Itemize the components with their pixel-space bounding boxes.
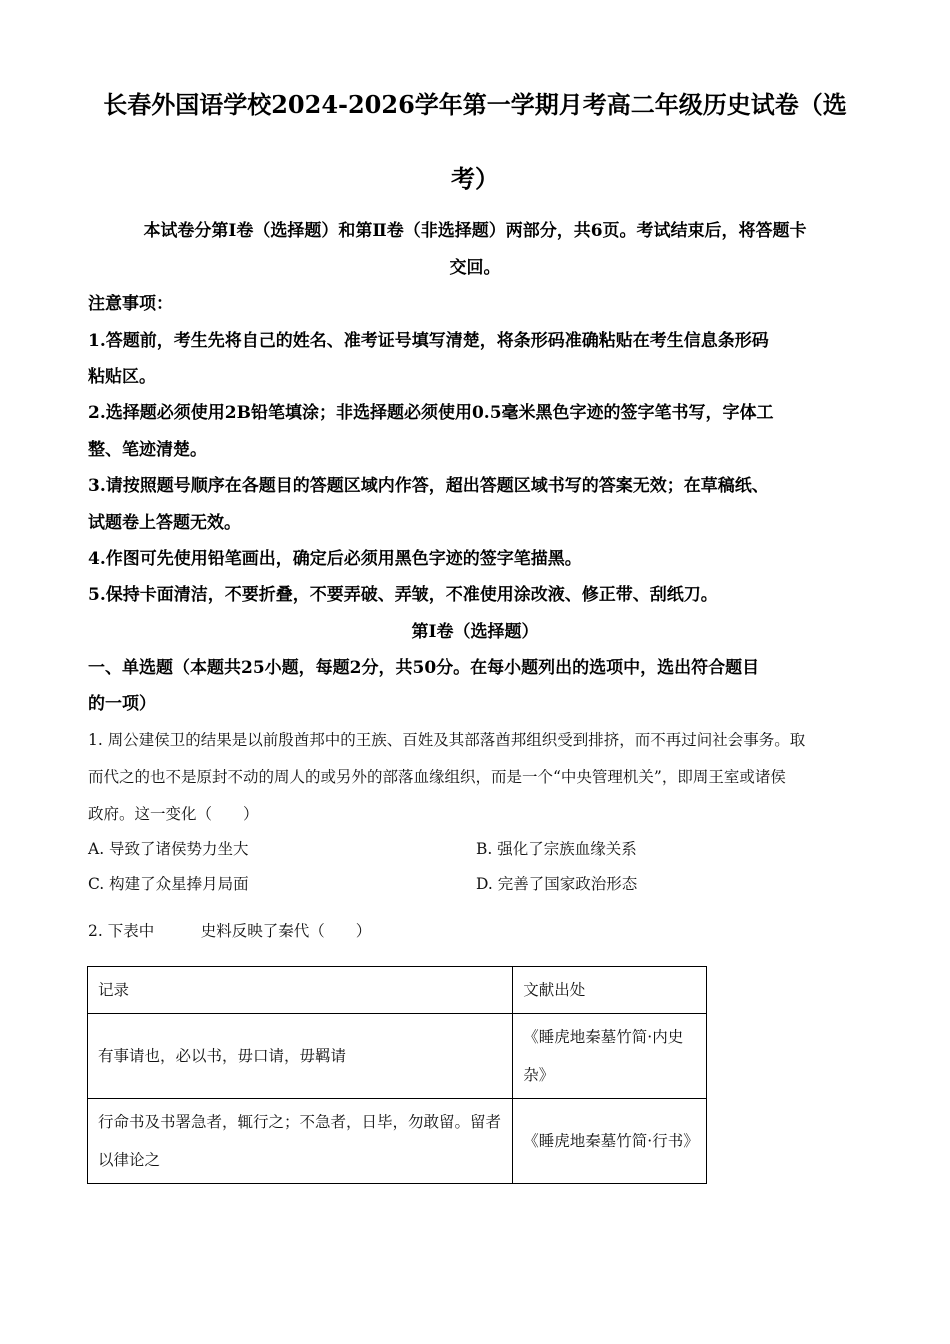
notice-item-3-line2: 试题卷上答题无效。	[88, 513, 241, 533]
q1-stem-line1: 1. 周公建侯卫的结果是以前殷酋邦中的王族、百姓及其部落酋邦组织受到排挤，而不再过问社会事务。取	[88, 731, 806, 749]
exam-title-line2: 考）	[451, 164, 499, 193]
notice-item-2-line2: 整、笔迹清楚。	[88, 440, 207, 460]
table-row	[88, 1014, 707, 1099]
q1-stem-line2: 而代之的也不是原封不动的周人的或另外的部落血缘组织，而是一个“中央管理机关”，即周王室或诸侯	[88, 768, 786, 786]
notice-item-5: 5.保持卡面清洁，不要折叠，不要弄破、弄皱，不准使用涂改液、修正带、刮纸刀。	[88, 585, 718, 605]
table-cell-source: 《睡虎地秦墓竹简·行书》	[513, 1099, 707, 1184]
notice-item-3-line1: 3.请按照题号顺序在各题目的答题区域内作答，超出答题区域书写的答案无效；在草稿纸、	[88, 476, 769, 496]
intro-line1: 本试卷分第Ⅰ卷（选择题）和第Ⅱ卷（非选择题）两部分，共6页。考试结束后，将答题卡	[143, 221, 807, 241]
section1-heading-line1: 一、单选题（本题共25小题，每题2分，共50分。在每小题列出的选项中，选出符合题目	[88, 658, 760, 678]
q1-stem-line3: 政府。这一变化（ ）	[88, 805, 259, 823]
q2-records-table	[87, 966, 707, 1184]
table-cell-record: 有事请也，必以书，毋口请，毋羁请	[88, 1014, 513, 1099]
exam-title-line1: 长春外国语学校2024-2026学年第一学期月考高二年级历史试卷（选	[103, 90, 847, 119]
q1-option-d: D. 完善了国家政治形态	[476, 875, 638, 893]
notice-item-2-line1: 2.选择题必须使用2B铅笔填涂；非选择题必须使用0.5毫米黑色字迹的签字笔书写，字体工	[88, 403, 774, 423]
notice-item-1-line1: 1.答题前，考生先将自己的姓名、准考证号填写清楚，将条形码准确粘贴在考生信息条形码	[88, 331, 769, 351]
section1-heading-line2: 的一项）	[88, 694, 156, 714]
q2-stem: 2. 下表中 史料反映了秦代（ ）	[88, 922, 372, 940]
q1-option-b: B. 强化了宗族血缘关系	[476, 840, 637, 858]
part1-heading: 第Ⅰ卷（选择题）	[411, 622, 539, 642]
table-header-source: 文献出处	[513, 967, 707, 1014]
q1-option-a: A. 导致了诸侯势力坐大	[88, 840, 249, 858]
intro-line2: 交回。	[449, 258, 501, 278]
table-header-record: 记录	[88, 967, 513, 1014]
notice-item-4: 4.作图可先使用铅笔画出，确定后必须用黑色字迹的签字笔描黑。	[88, 549, 582, 569]
notice-item-1-line2: 粘贴区。	[88, 367, 156, 387]
table-header-row	[88, 967, 707, 1014]
q1-option-c: C. 构建了众星捧月局面	[88, 875, 249, 893]
table-cell-source: 《睡虎地秦墓竹简·内史杂》	[513, 1014, 707, 1099]
table-cell-record: 行命书及书署急者，辄行之；不急者，日毕，勿敢留。留者以律论之	[88, 1099, 513, 1184]
table-row	[88, 1099, 707, 1184]
notice-heading: 注意事项：	[88, 294, 173, 314]
